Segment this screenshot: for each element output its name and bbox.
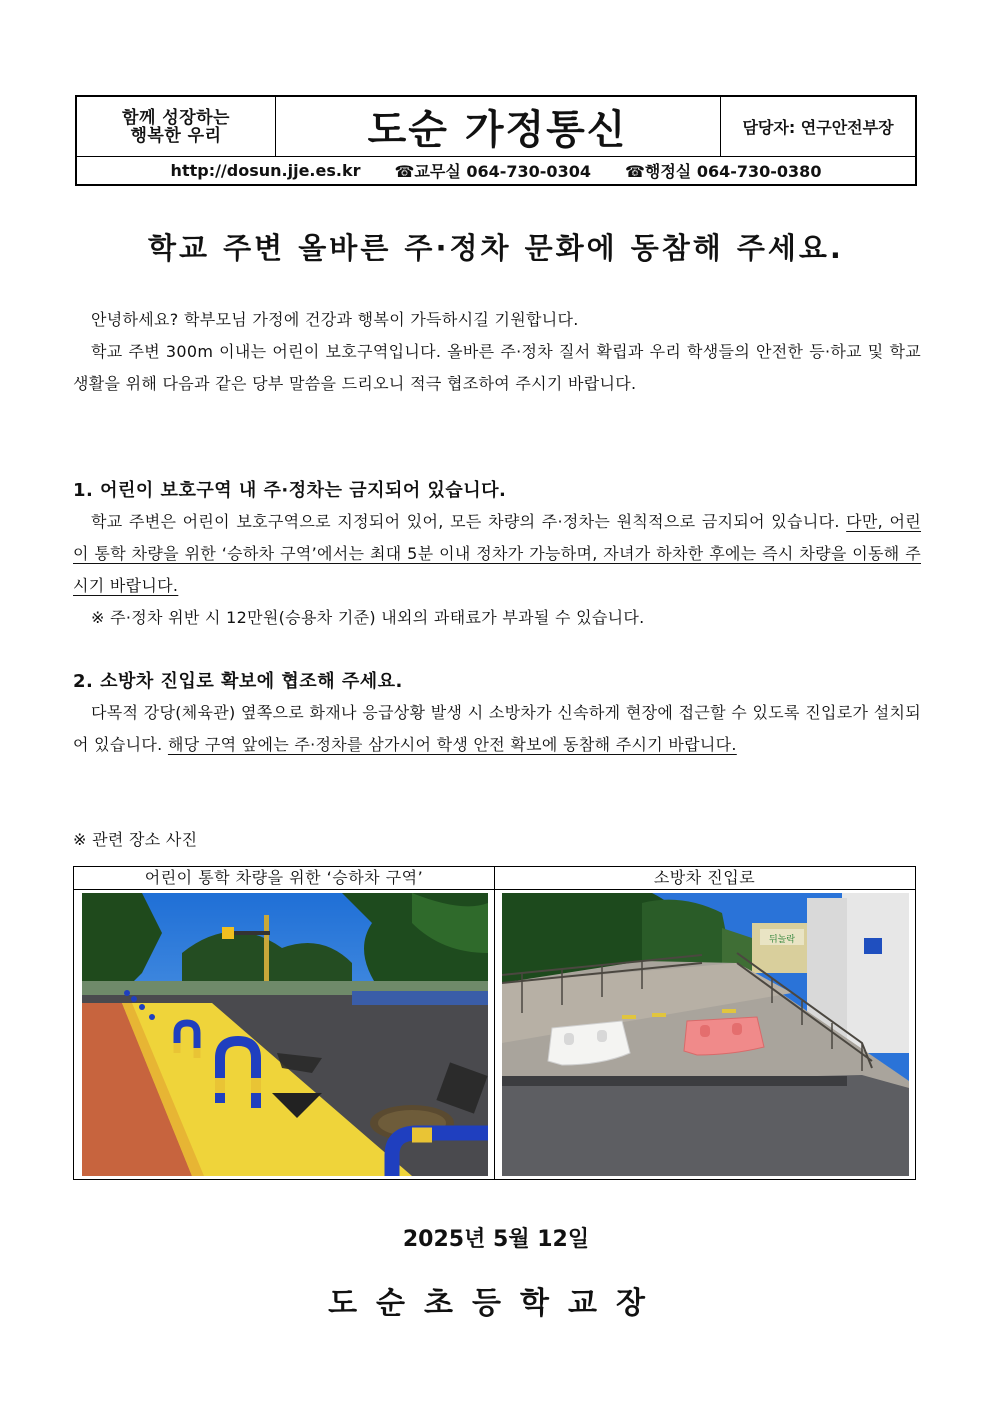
section-1-body [73,506,921,602]
header-top-row [77,97,915,157]
section-2-underlined-text: 해당 구역 앞에는 주·정차를 삼가시어 학생 안전 확보에 동참해 주시기 바랍니다. [167,735,737,754]
section-1-heading: 1. 어린이 보호구역 내 주·정차는 금지되어 있습니다. [73,480,507,501]
slogan-line-1: 함께 성장하는 [122,107,230,128]
section-1-underlined-text: 다만, 어린이 통학 차량을 위한 ‘승하차 구역’에서는 최대 5분 이내 정차가 가능하며, 자녀가 하차한 후에는 즉시 차량을 이동해 주시기 바랍니다. [73,512,922,595]
header-slogan [77,97,276,156]
fire-lane-photo [502,893,909,1176]
newsletter-title: 도순 가정통신 [367,107,628,153]
dropoff-zone-photo [82,893,488,1176]
issue-date: 2025년 5월 12일 [402,1227,590,1252]
newsletter-header [75,95,917,186]
manager-label: 담당자: 연구안전부장 [720,97,915,156]
document-title: 학교 주변 올바른 주·정차 문화에 동참해 주세요. [148,231,844,265]
photo-caption [73,824,921,856]
principal-signature: 도순초등학교장 [328,1286,664,1321]
photo-label-dropoff-zone: 어린이 통학 차량을 위한 ‘승하차 구역’ [144,868,424,887]
intro-line-1: 안녕하세요? 학부모님 가정에 건강과 행복이 가득하시길 기원합니다. [91,310,579,329]
intro-paragraph-2 [73,336,921,400]
section-2-body [73,697,921,761]
section-2-text: 다목적 강당(체육관) 옆쪽으로 화재나 응급상황 발생 시 소방차가 신속하게 현장에 접근할 수 있도록 진입로가 설치되어 있습니다. [73,703,921,754]
school-url[interactable]: http://dosun.jje.es.kr [170,160,361,180]
intro-paragraph-1 [73,304,921,336]
photo-table [73,866,916,1180]
photo-caption-text: ※ 관련 장소 사진 [73,830,198,849]
phone-admin-office: ☎행정실 064-730-0380 [624,161,822,181]
building-sign-text: 뒤놀락 [768,935,796,945]
intro-text-2: 학교 주변 300m 이내는 어린이 보호구역입니다. 올바른 주·정차 질서 확립과 우리 학생들의 안전한 등·하교 및 학교생활을 위해 다음과 같은 당부 말씀을 드리오니 적극 협조하여 주시기 바랍니다. [73,342,921,393]
section-1-note [73,602,921,634]
slogan-line-2: 행복한 우리 [130,125,222,146]
section-2-heading: 2. 소방차 진입로 확보에 협조해 주세요. [73,671,403,692]
dropoff-zone-illustration [82,893,488,1176]
penalty-note: ※ 주·정차 위반 시 12만원(승용차 기준) 내외의 과태료가 부과될 수 있습니다. [91,608,645,627]
header-contact-row [77,156,915,184]
photo-table-divider [494,867,495,1179]
fire-lane-illustration [502,893,909,1176]
phone-academic-office: ☎교무실 064-730-0304 [394,161,591,181]
section-1-text: 학교 주변은 어린이 보호구역으로 지정되어 있어, 모든 차량의 주·정차는 원칙적으로 금지되어 있습니다. [91,512,847,531]
photo-label-fire-lane: 소방차 진입로 [653,868,756,887]
